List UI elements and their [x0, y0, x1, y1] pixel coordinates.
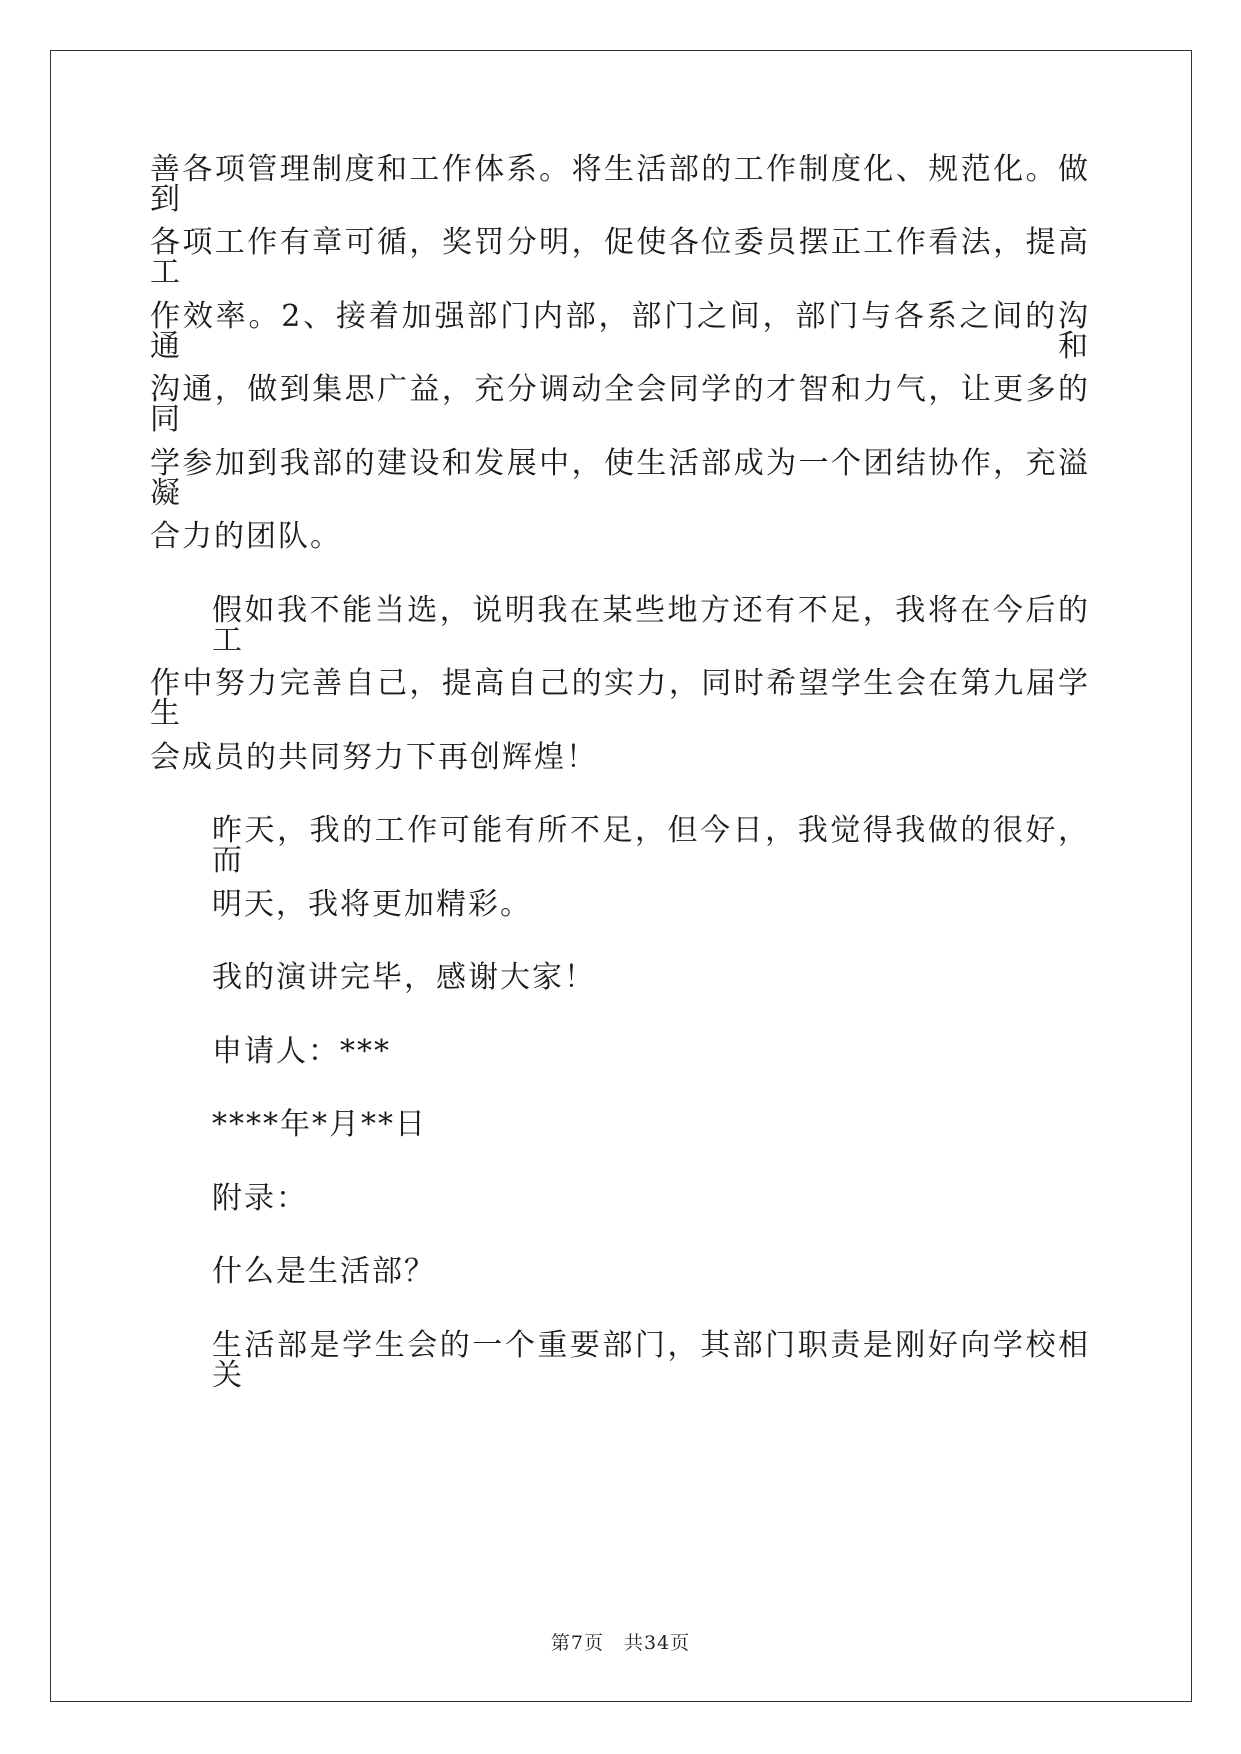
page-number: 第7页 [550, 1632, 604, 1654]
body-line: 沟通，做到集思广益，充分调动全会同学的才智和力气，让更多的同 [150, 372, 1090, 437]
appendix-heading: 附录： [212, 1181, 308, 1216]
body-line: 作中努力完善自己，提高自己的实力，同时希望学生会在第九届学生 [150, 666, 1090, 731]
page-total: 共34页 [623, 1632, 691, 1654]
body-line: 明天，我将更加精彩。 [212, 887, 532, 922]
paragraph-first-line: 生活部是学生会的一个重要部门，其部门职责是刚好向学校相关 [212, 1328, 1090, 1393]
body-line: 作效率。2、接着加强部门内部，部门之间，部门与各系之间的沟通和 [150, 299, 1090, 364]
appendix-question: 什么是生活部？ [212, 1254, 436, 1289]
paragraph-first-line: 假如我不能当选，说明我在某些地方还有不足，我将在今后的工 [212, 593, 1090, 658]
body-line: 各项工作有章可循，奖罚分明，促使各位委员摆正工作看法，提高工 [150, 225, 1090, 290]
body-line: 会成员的共同努力下再创辉煌！ [150, 740, 598, 775]
closing-line: 我的演讲完毕，感谢大家！ [212, 960, 596, 995]
paragraph-first-line: 昨天，我的工作可能有所不足，但今日，我觉得我做的很好，而 [212, 813, 1090, 878]
document-body [150, 152, 1090, 1393]
page-footer [0, 1628, 1241, 1655]
body-line: 善各项管理制度和工作体系。将生活部的工作制度化、规范化。做到 [150, 152, 1090, 217]
applicant-line: 申请人：*** [212, 1034, 391, 1069]
body-line: 合力的团队。 [150, 519, 342, 554]
body-line: 学参加到我部的建设和发展中，使生活部成为一个团结协作，充溢凝 [150, 446, 1090, 511]
date-line: ****年*月**日 [212, 1107, 427, 1142]
